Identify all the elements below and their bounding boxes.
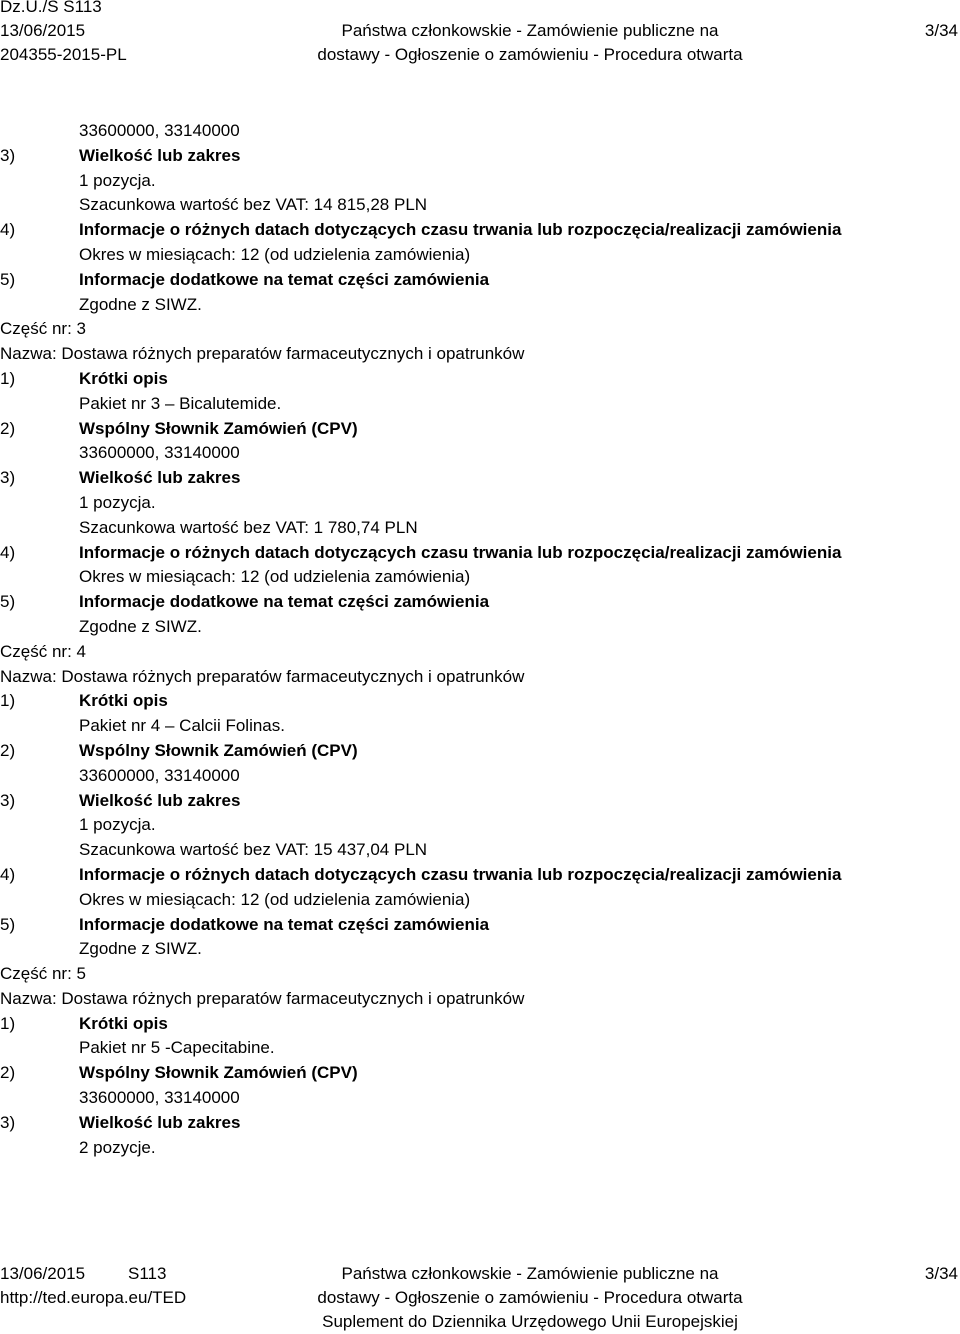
- section-value: [0, 714, 960, 739]
- section-number: 3): [0, 790, 16, 810]
- section-value: [0, 441, 960, 466]
- section-value: [0, 119, 960, 144]
- section-value: [0, 392, 960, 417]
- section-title: Informacje dodatkowe na temat części zamówienia: [79, 269, 490, 289]
- header-date: 13/06/2015: [0, 21, 86, 40]
- footer-title-1: Państwa członkowskie - Zamówienie publiczne na: [341, 1264, 719, 1283]
- section-heading: [0, 1061, 960, 1086]
- lot-line: [0, 640, 960, 665]
- section-number: 3): [0, 1112, 16, 1132]
- section-heading: [0, 739, 960, 764]
- section-heading: [0, 466, 960, 491]
- section-heading: [0, 218, 960, 243]
- section-value: [0, 169, 960, 194]
- section-value: [0, 888, 960, 913]
- section-value: [0, 937, 960, 962]
- section-heading: [0, 367, 960, 392]
- section-heading: [0, 541, 960, 566]
- section-number: 4): [0, 542, 16, 562]
- section-heading: [0, 1012, 960, 1037]
- section-value: [0, 293, 960, 318]
- section-value: [0, 516, 960, 541]
- section-heading: [0, 789, 960, 814]
- value-text: Zgodne z SIWZ.: [79, 294, 202, 314]
- header-title-1: Państwa członkowskie - Zamówienie publiczne na: [341, 21, 719, 40]
- value-text: Okres w miesiącach: 12 (od udzielenia zamówienia): [79, 567, 471, 587]
- lot-line: [0, 317, 960, 342]
- section-number: 1): [0, 368, 16, 388]
- lot-text: Nazwa: Dostawa różnych preparatów farmaceutycznych i opatrunków: [0, 666, 525, 686]
- section-heading: [0, 1111, 960, 1136]
- lot-line: [0, 987, 960, 1012]
- value-text: Szacunkowa wartość bez VAT: 1 780,74 PLN: [79, 517, 418, 537]
- value-text: Zgodne z SIWZ.: [79, 939, 202, 959]
- section-value: [0, 1036, 960, 1061]
- section-number: 5): [0, 914, 16, 934]
- value-text: 1 pozycja.: [79, 492, 156, 512]
- section-number: 4): [0, 864, 16, 884]
- section-title: Wspólny Słownik Zamówień (CPV): [79, 418, 358, 438]
- lot-line: [0, 342, 960, 367]
- lot-text: Część nr: 4: [0, 641, 86, 661]
- section-value: [0, 1086, 960, 1111]
- footer-title-2: dostawy - Ogłoszenie o zamówieniu - Procedura otwarta: [317, 1288, 743, 1307]
- value-text: Okres w miesiącach: 12 (od udzielenia zamówienia): [79, 244, 471, 264]
- section-title: Wspólny Słownik Zamówień (CPV): [79, 740, 358, 760]
- section-number: 2): [0, 740, 16, 760]
- value-text: 33600000, 33140000: [79, 765, 240, 785]
- value-text: Szacunkowa wartość bez VAT: 14 815,28 PLN: [79, 195, 428, 215]
- section-number: 2): [0, 418, 16, 438]
- section-number: 1): [0, 691, 16, 711]
- section-heading: [0, 417, 960, 442]
- section-title: Wspólny Słownik Zamówień (CPV): [79, 1063, 358, 1083]
- section-title: Informacje o różnych datach dotyczących czasu trwania lub rozpoczęcia/realizacji zamówienia: [79, 864, 842, 884]
- section-heading: [0, 689, 960, 714]
- value-text: Szacunkowa wartość bez VAT: 15 437,04 PLN: [79, 840, 428, 860]
- footer-series: S113: [128, 1264, 167, 1283]
- value-text: 1 pozycja.: [79, 815, 156, 835]
- section-value: [0, 243, 960, 268]
- lot-text: Nazwa: Dostawa różnych preparatów farmaceutycznych i opatrunków: [0, 988, 525, 1008]
- value-text: Okres w miesiącach: 12 (od udzielenia zamówienia): [79, 889, 471, 909]
- footer-url: http://ted.europa.eu/TED: [0, 1288, 187, 1307]
- section-title: Krótki opis: [79, 1013, 168, 1033]
- value-text: 33600000, 33140000: [79, 121, 240, 140]
- value-text: 2 pozycje.: [79, 1137, 156, 1157]
- section-value: [0, 764, 960, 789]
- section-number: 5): [0, 269, 16, 289]
- section-number: 5): [0, 592, 16, 612]
- value-text: 33600000, 33140000: [79, 443, 240, 463]
- section-number: 1): [0, 1013, 16, 1033]
- section-value: [0, 838, 960, 863]
- section-value: [0, 565, 960, 590]
- value-text: Zgodne z SIWZ.: [79, 616, 202, 636]
- section-value: [0, 1136, 960, 1161]
- section-title: Krótki opis: [79, 691, 168, 711]
- section-value: [0, 193, 960, 218]
- section-value: [0, 491, 960, 516]
- value-text: Pakiet nr 4 – Calcii Folinas.: [79, 716, 285, 736]
- footer-date: 13/06/2015: [0, 1264, 86, 1283]
- section-title: Informacje dodatkowe na temat części zamówienia: [79, 592, 490, 612]
- section-title: Informacje o różnych datach dotyczących czasu trwania lub rozpoczęcia/realizacji zamówienia: [79, 220, 842, 240]
- lot-line: [0, 962, 960, 987]
- notice-ref: 204355-2015-PL: [0, 45, 127, 64]
- section-number: 3): [0, 468, 16, 488]
- section-heading: [0, 913, 960, 938]
- value-text: 33600000, 33140000: [79, 1088, 240, 1108]
- section-heading: [0, 144, 960, 169]
- lot-line: [0, 665, 960, 690]
- section-number: 2): [0, 1063, 16, 1083]
- lot-text: Nazwa: Dostawa różnych preparatów farmaceutycznych i opatrunków: [0, 344, 525, 364]
- section-heading: [0, 268, 960, 293]
- footer-title-3: Suplement do Dziennika Urzędowego Unii Europejskiej: [322, 1312, 738, 1331]
- value-text: Pakiet nr 5 -Capecitabine.: [79, 1038, 275, 1058]
- lot-text: Część nr: 5: [0, 964, 86, 984]
- section-title: Informacje dodatkowe na temat części zamówienia: [79, 914, 490, 934]
- section-title: Wielkość lub zakres: [79, 468, 241, 488]
- lot-text: Część nr: 3: [0, 319, 86, 339]
- section-title: Informacje o różnych datach dotyczących czasu trwania lub rozpoczęcia/realizacji zamówienia: [79, 542, 842, 562]
- document-body: [0, 119, 960, 1160]
- journal-ref: Dz.U./S S113: [0, 0, 102, 16]
- value-text: 1 pozycja.: [79, 170, 156, 190]
- section-number: 4): [0, 220, 16, 240]
- value-text: Pakiet nr 3 – Bicalutemide.: [79, 393, 282, 413]
- section-title: Wielkość lub zakres: [79, 145, 241, 165]
- section-heading: [0, 863, 960, 888]
- section-number: 3): [0, 145, 16, 165]
- header-page-number: 3/34: [924, 21, 958, 40]
- section-title: Krótki opis: [79, 368, 168, 388]
- header-title-2: dostawy - Ogłoszenie o zamówieniu - Procedura otwarta: [317, 45, 743, 64]
- section-title: Wielkość lub zakres: [79, 790, 241, 810]
- footer-page-number: 3/34: [924, 1264, 958, 1283]
- section-value: [0, 813, 960, 838]
- section-heading: [0, 590, 960, 615]
- section-value: [0, 615, 960, 640]
- section-title: Wielkość lub zakres: [79, 1112, 241, 1132]
